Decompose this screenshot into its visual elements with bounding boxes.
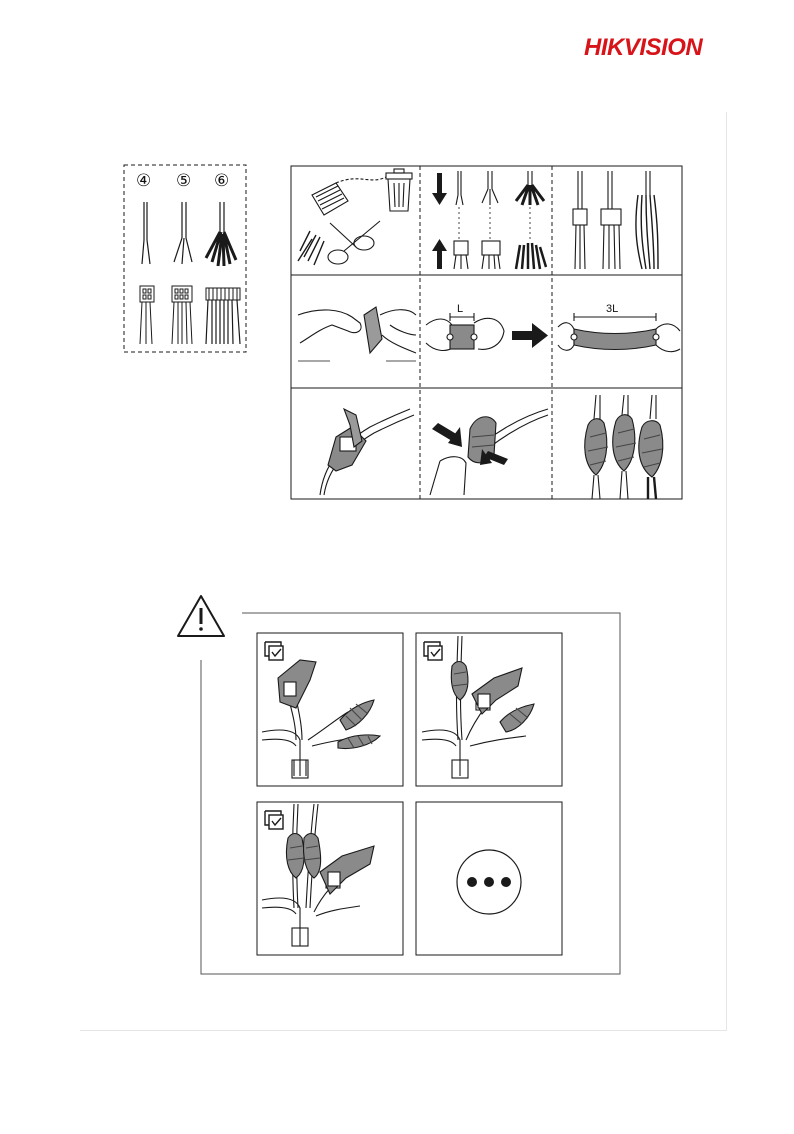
marker-5: ⑤ xyxy=(176,171,192,190)
wire-two-strand-icon xyxy=(142,202,150,264)
legend-panel xyxy=(120,162,250,354)
length-label: L xyxy=(457,303,464,315)
caution-card-2 xyxy=(416,633,562,786)
logo-prefix: HIK xyxy=(584,34,624,61)
caution-card-more xyxy=(416,802,562,955)
page-border-right xyxy=(726,112,727,1030)
hikvision-logo xyxy=(584,34,728,62)
warning-icon xyxy=(178,596,224,636)
wire-three-strand-icon xyxy=(174,202,192,264)
page-border-bottom xyxy=(80,1030,727,1031)
connector-medium-icon xyxy=(172,286,192,344)
caution-section xyxy=(170,590,630,982)
caution-card-3 xyxy=(257,802,403,955)
stretch-label: 3L xyxy=(606,303,619,315)
steps-panel xyxy=(290,165,684,501)
marker-4: ④ xyxy=(136,171,152,190)
marker-6: ⑥ xyxy=(214,171,230,190)
connector-small-icon xyxy=(140,286,154,344)
wire-multi-strand-icon xyxy=(206,202,236,266)
ellipsis-icon xyxy=(467,877,511,887)
logo-suffix: VISION xyxy=(623,34,703,61)
caution-card-1 xyxy=(257,633,403,786)
connector-wide-icon xyxy=(206,288,240,344)
